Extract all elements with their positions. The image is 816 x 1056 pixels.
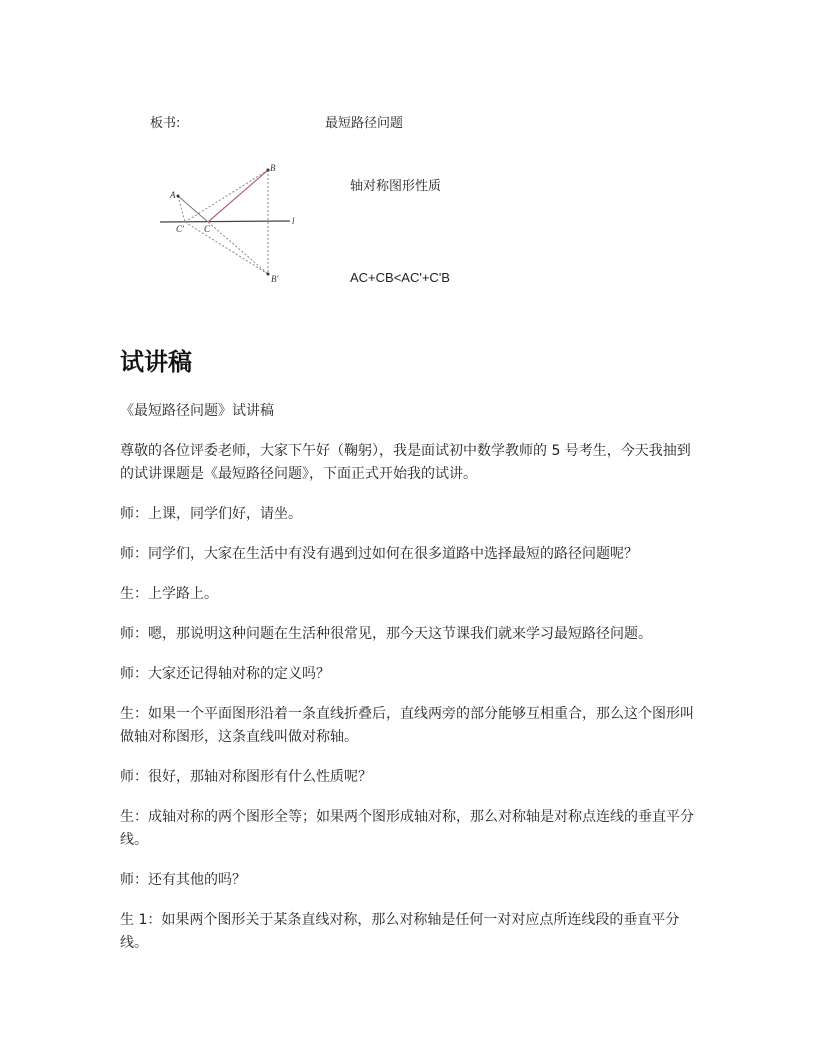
paragraph: 生：上学路上。: [120, 586, 218, 602]
paragraph: 《最短路径问题》试讲稿: [120, 403, 274, 419]
board-label: 板书:: [150, 116, 181, 131]
paragraph: 尊敬的各位评委老师，大家下午好（鞠躬），我是面试初中数学教师的 5 号考生，今天我抽到的试讲课题是《最短路径问题》，下面正式开始我的试讲。: [120, 443, 691, 482]
segment-ab-prime: [178, 196, 268, 274]
line-l: [160, 221, 290, 222]
label-a: A: [170, 190, 176, 200]
paragraph: 生：如果一个平面图形沿着一条直线折叠后，直线两旁的部分能够互相重合，那么这个图形叫做轴对称图形，这条直线叫做对称轴。: [120, 706, 694, 745]
segment-c-prime-b-prime: [185, 222, 268, 274]
label-l: l: [292, 216, 295, 226]
segment-cb: [208, 170, 268, 222]
point-a-dot: [177, 195, 180, 198]
label-c: C: [204, 224, 211, 234]
segment-c-prime-b: [185, 170, 268, 222]
paragraph: 生：成轴对称的两个图形全等；如果两个图形成轴对称，那么对称轴是对称点连线的垂直平分线。: [120, 809, 694, 848]
paragraph: 师：大家还记得轴对称的定义吗？: [120, 666, 330, 682]
segment-ac-prime: [178, 196, 185, 222]
paragraph: 师：还有其他的吗？: [120, 872, 246, 888]
paragraph: 师：很好，那轴对称图形有什么性质呢？: [120, 769, 372, 785]
point-b-prime-dot: [267, 273, 270, 276]
board-note-inequality: AC+CB<AC'+C'B: [350, 270, 450, 285]
paragraph: 师：上课，同学们好，请坐。: [120, 506, 302, 522]
section-heading: 试讲稿: [120, 348, 192, 376]
script-body: [120, 400, 700, 972]
label-b: B: [270, 163, 276, 173]
paragraph: 生 1：如果两个图形关于某条直线对称，那么对称轴是任何一对对应点所连线段的垂直平分线。: [120, 912, 680, 951]
label-b-prime: B': [271, 274, 279, 284]
board-note-symmetry: 轴对称图形性质: [350, 179, 442, 194]
paragraph: 师：嗯，那说明这种问题在生活种很常见，那今天这节课我们就来学习最短路径问题。: [120, 626, 652, 642]
shortest-path-diagram: [150, 150, 310, 290]
label-c-prime: C': [176, 224, 184, 234]
paragraph: 师：同学们，大家在生活中有没有遇到过如何在很多道路中选择最短的路径问题呢？: [120, 546, 638, 562]
board-title: 最短路径问题: [325, 116, 404, 131]
